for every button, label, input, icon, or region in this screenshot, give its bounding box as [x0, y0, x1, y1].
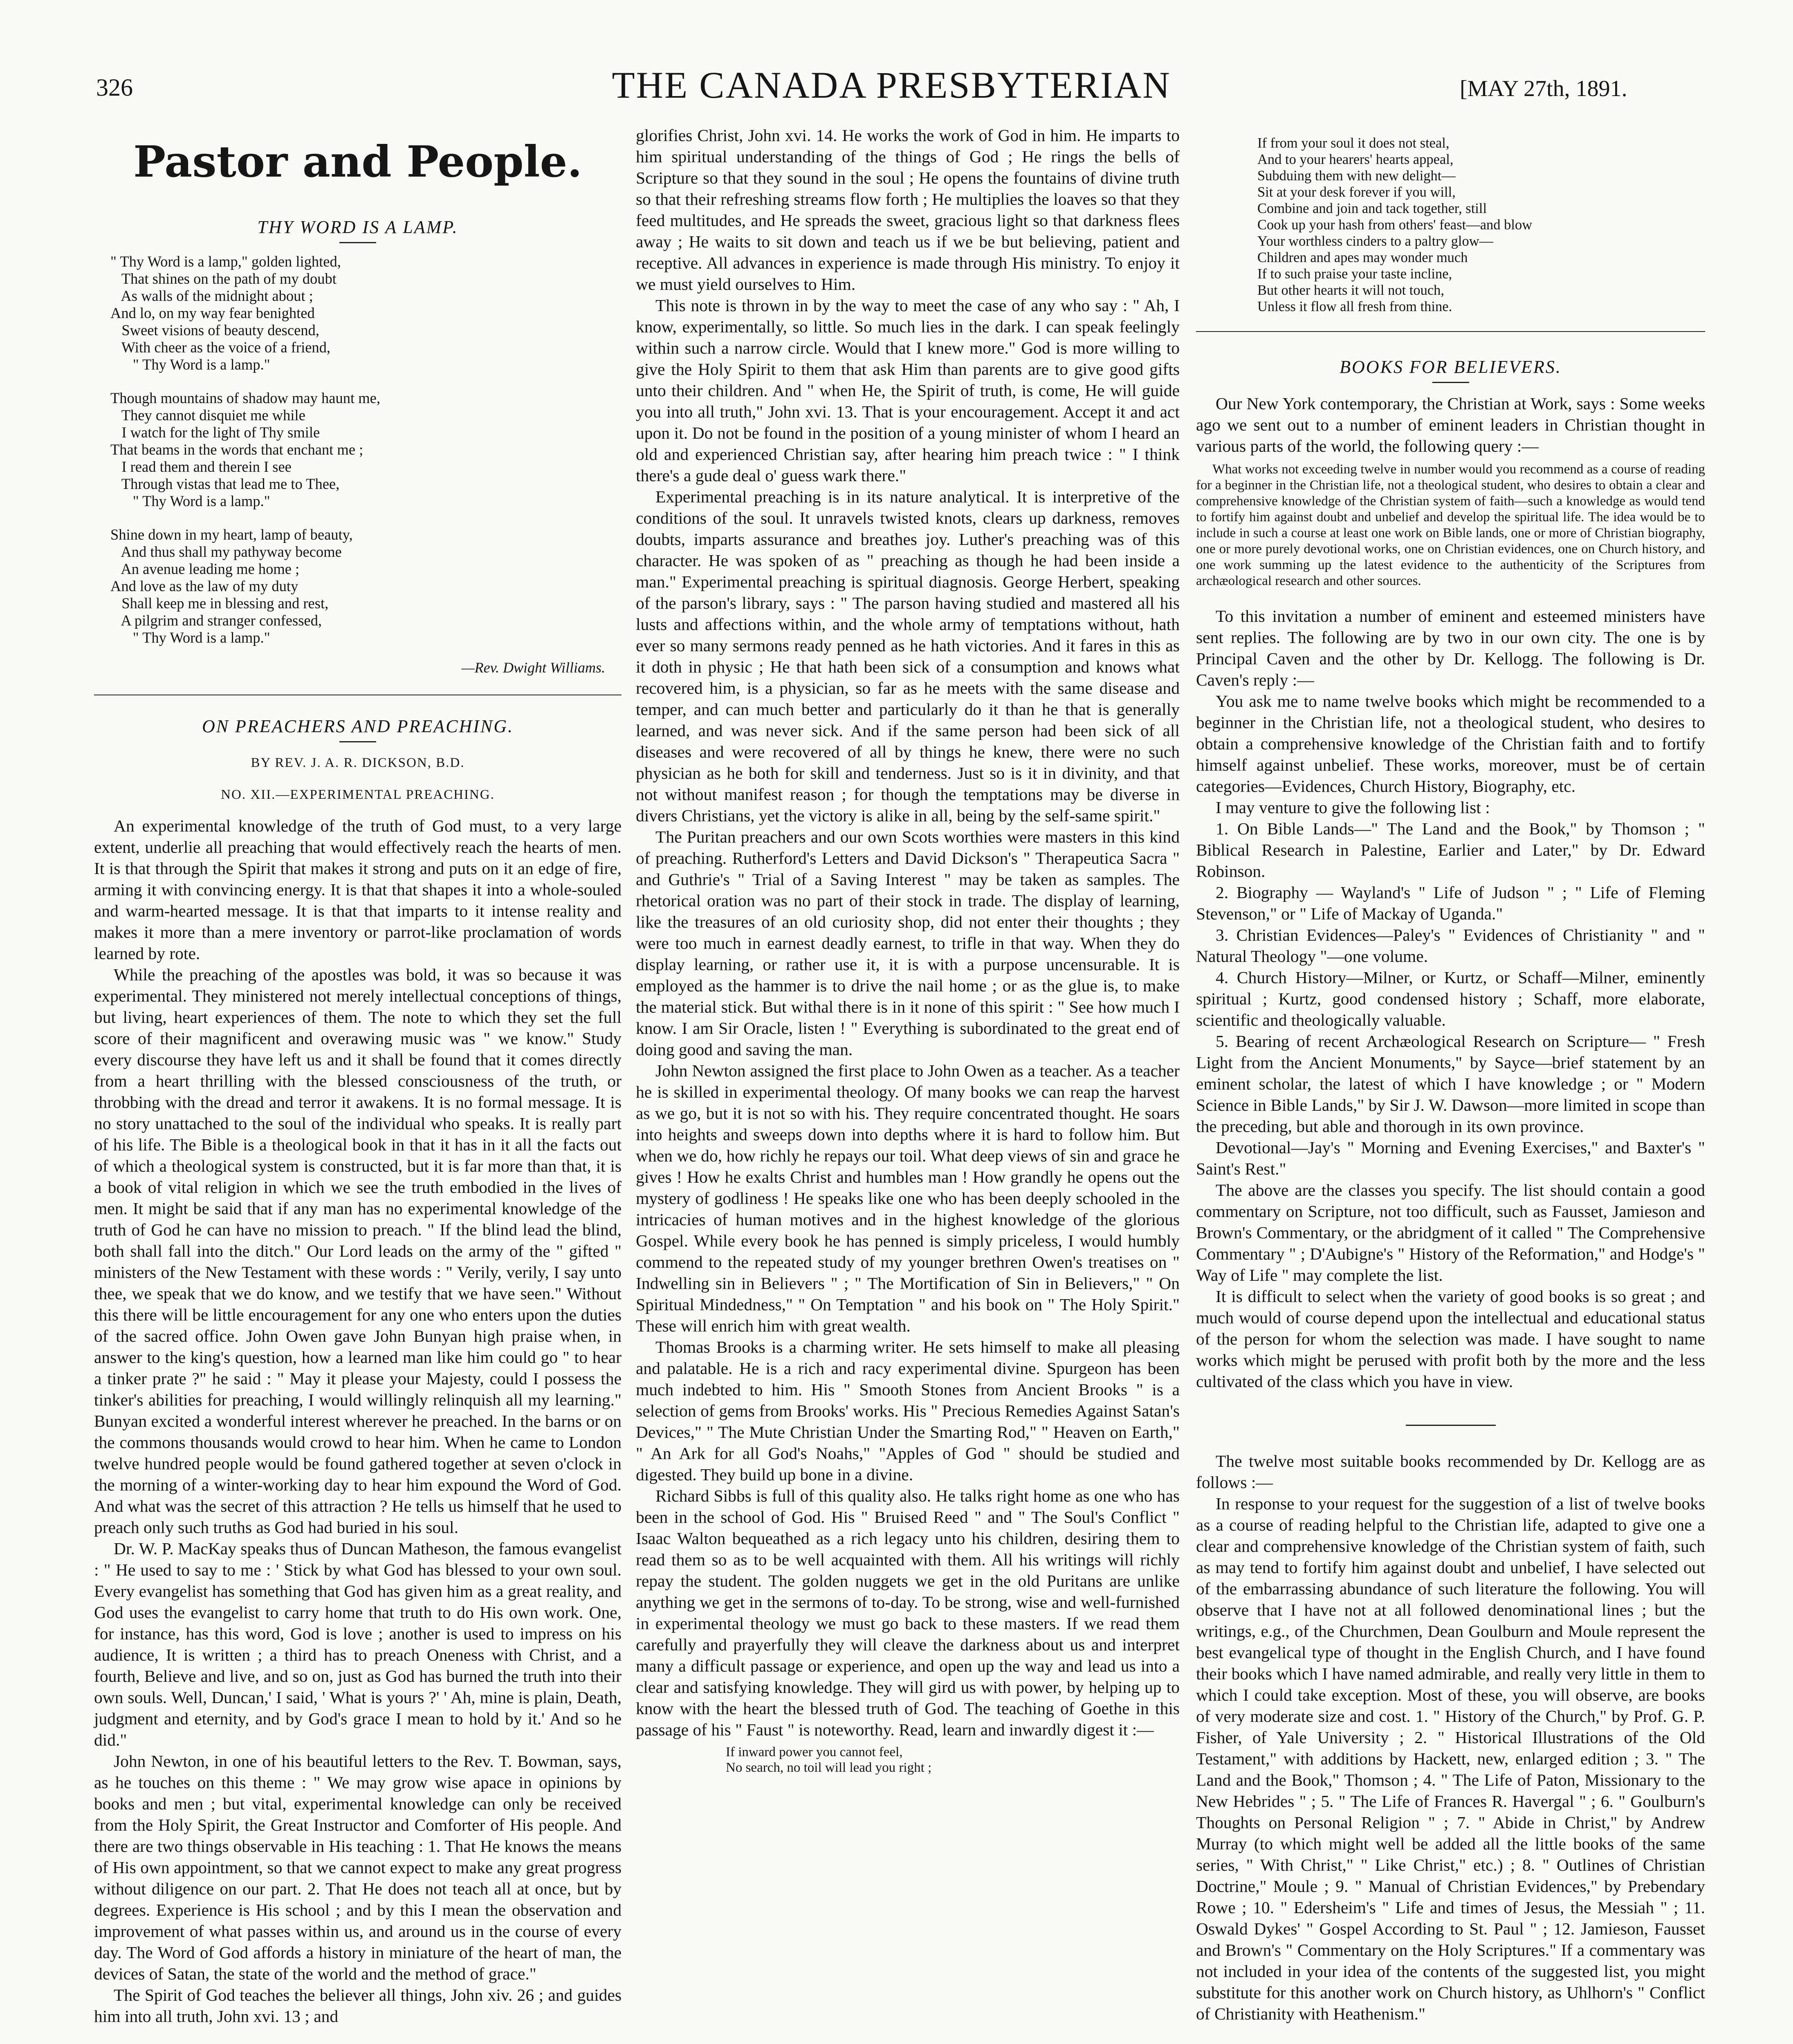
section-title: BOOKS FOR BELIEVERS. — [1340, 357, 1562, 377]
poem-line: A pilgrim and stranger confessed, — [110, 612, 322, 629]
article-subtitle: NO. XII.—EXPERIMENTAL PREACHING. — [221, 787, 495, 802]
article-paragraph: Richard Sibbs is full of this quality also. He talks right home as one who has been in the school of God. His " Bruised Reed " and " The Soul's Conflict " Isaac Walton bequeathed as a rich legacy unto his children, desiring them to read them so as to be well acquainted with them. All his writings will richly repay the student. The golden nuggets we get in the old Puritans are unlike anything we get in the sermons of to-day. To be strong, wise and well-furnished in experimental theology we must go back to these masters. If we read them carefully and prayerfully they will cleave the darkness about us and interpret many a difficult passage or experience, and open up the way and lead us into a clear and satisfying knowledge. They will gird us with power, by helping up to know with the heart the blessed truth of God. The teaching of Goethe in this passage of his " Faust " is noteworthy. Read, learn and inwardly digest it :— — [636, 1486, 1180, 1739]
article-byline: BY REV. J. A. R. DICKSON, B.D. — [251, 755, 465, 770]
article-paragraph: An experimental knowledge of the truth of God must, to a very large extent, underlie all preaching that would effectively reach the hearts of men. It is that through the Spirit that makes it strong and puts on it an edge of fire, arming it with convincing energy. It is that that shapes it into a whole-souled and warm-hearted message. It is that that imparts to it intense reality and makes it more than a mere inventory or parrot-like proclamation of words learned by rote. — [94, 816, 622, 963]
article-paragraph: The twelve most suitable books recommended by Dr. Kellogg are as follows :— — [1196, 1452, 1705, 1492]
poem-line: And love as the law of my duty — [110, 578, 298, 594]
column-2 — [636, 125, 1180, 1784]
list-item: 5. Bearing of recent Archæological Research on Scripture— " Fresh Light from the Ancient Monuments," by Sayce—brief statement by an eminent scholar, the latest of which I have knowledge ; or " Modern Science in Bible Lands," by Sir J. W. Dawson—more limited in scope than the preceding, but able and thorough in its own province. — [1196, 1032, 1705, 1136]
poem-line: " Thy Word is a lamp," golden lighted, — [110, 253, 341, 270]
divider — [1406, 1425, 1496, 1426]
verse-line: Combine and join and tack together, still — [1257, 201, 1487, 216]
poem-line: And thus shall my pathyway become — [110, 543, 342, 560]
poem-stanza — [110, 253, 622, 373]
poem-line: And lo, on my way fear benighted — [110, 305, 315, 321]
poem-line: As walls of the midnight about ; — [110, 287, 313, 304]
poem-line: With cheer as the voice of a friend, — [110, 339, 331, 356]
poem-line: Though mountains of shadow may haunt me, — [110, 390, 380, 406]
verse-line: Unless it flow all fresh from thine. — [1257, 299, 1452, 314]
article-title: ON PREACHERS AND PREACHING. — [202, 716, 514, 736]
page-number: 326 — [96, 74, 133, 101]
quoted-verse — [636, 1744, 1180, 1775]
quoted-verse-continued — [1196, 135, 1705, 315]
article-paragraph: The Puritan preachers and our own Scots worthies were masters in this kind of preaching. Rutherford's Letters and David Dickson's " Therapeutica Sacra " and Guthrie's " Trial of a Saving Interest " may be taken as samples. The rhetorical oration was no part of their stock in trade. The display of learning, like the treasures of an old curiosity shop, did not enter their thoughts ; they were too much in earnest deadly earnest, to trifle in that way. When they do display learning, or rather use it, it is with a purpose uncensurable. It is employed as the hammer is to drive the nail home ; or as the glue is, to make the material stick. But withal there is in it none of this spirit : " See how much I know. I am Sir Oracle, listen ! " Everything is subordinated to the great end of doing good and saving the man. — [636, 827, 1180, 1059]
poem-line: " Thy Word is a lamp." — [110, 629, 270, 646]
list-item: Devotional—Jay's " Morning and Evening Exercises," and Baxter's " Saint's Rest." — [1196, 1138, 1705, 1178]
verse-line: Subduing them with new delight— — [1257, 168, 1456, 184]
article-paragraph: To this invitation a number of eminent and esteemed ministers have sent replies. The following are by two in our own city. The one is by Principal Caven and the other by Dr. Kellogg. The following is Dr. Caven's reply :— — [1196, 607, 1705, 689]
verse-line: Cook up your hash from others' feast—and blow — [1257, 217, 1533, 233]
article-paragraph: Thomas Brooks is a charming writer. He sets himself to make all pleasing and palatable. He is a rich and racy experimental divine. Spurgeon has been much indebted to him. His " Smooth Stones from Ancient Brooks " is a selection of gems from Brooks' works. His " Precious Remedies Against Satan's Devices," " The Mute Christian Under the Smarting Rod," " Heaven on Earth," " An Ark for all God's Noahs," "Apples of God " should be studied and digested. They build up bone in a divine. — [636, 1338, 1180, 1484]
article-paragraph: Our New York contemporary, the Christian at Work, says : Some weeks ago we sent out to a number of eminent leaders in Christian thought in various parts of the world, the following query :— — [1196, 394, 1705, 455]
divider — [1196, 331, 1705, 332]
poem-line: An avenue leading me home ; — [110, 560, 300, 577]
column-1 — [94, 127, 622, 2027]
poem-stanza — [110, 526, 622, 646]
list-item: 4. Church History—Milner, or Kurtz, or Schaff—Milner, eminently spiritual ; Kurtz, good condensed history ; Schaff, more elaborate, scientific and theologically valuable. — [1196, 968, 1705, 1029]
verse-line: No search, no toil will lead you right ; — [726, 1760, 932, 1775]
query-text: What works not exceeding twelve in number would you recommend as a course of reading for a beginner in the Christian life, not a theological student, who desires to obtain a clear and comprehensive knowledge of the Christian system of faith—such a knowledge as would tend to fortify him against doubt and unbelief and develop the spiritual life. The idea would be to include in such a course at least one work on Bible lands, one or more of Christian biography, one or more purely devotional works, one on Christian evidences, one on Church history, and one work summing up the latest evidence to the authenticity of the Scriptures from archæological research and other sources. — [1196, 462, 1705, 588]
list-item: 1. On Bible Lands—" The Land and the Book," by Thomson ; " Biblical Research in Palestine, Earlier and Later," by Dr. Edward Robinson. — [1196, 819, 1705, 881]
page-header — [0, 0, 1793, 123]
verse-line: If to such praise your taste incline, — [1257, 266, 1452, 282]
poem — [94, 253, 622, 646]
poem-line: " Thy Word is a lamp." — [110, 356, 270, 373]
article-paragraph: You ask me to name twelve books which might be recommended to a beginner in the Christian life, not a theological student, who desires to obtain a comprehensive knowledge of the Christian faith and to fortify himself against unbelief. These works, moreover, must be of certain categories—Evidences, Church History, Biography, etc. — [1196, 692, 1705, 796]
verse-line: And to your hearers' hearts appeal, — [1257, 152, 1454, 167]
verse-line: If from your soul it does not steal, — [1257, 135, 1450, 151]
divider — [339, 741, 376, 742]
verse-line: But other hearts it will not touch, — [1257, 282, 1445, 298]
poem-line: They cannot disquiet me while — [110, 407, 305, 424]
article-paragraph: The above are the classes you specify. The list should contain a good commentary on Scripture, not too difficult, such as Fausset, Jamieson and Brown's Commentary, or the abridgment of it called " The Comprehensive Commentary " ; D'Aubigne's " History of the Reformation," and Hodge's " Way of Life " may complete the list. — [1196, 1181, 1705, 1284]
poem-stanza — [110, 390, 622, 510]
article-paragraph: Experimental preaching is in its nature analytical. It is interpretive of the conditions of the soul. It unravels twisted knots, clears up darkness, removes doubts, imparts assurance and breathes joy. Luther's preaching was of this character. He was spoken of as " preaching as though he had been inside a man." Experimental preaching is spiritual diagnosis. George Herbert, speaking of the parson's library, says : " The parson having studied and mastered all his lusts and affections within, and the whole army of temptations without, hath ever so many sermons ready penned as he hath victories. And it fares in this as it doth in physic ; He that hath been sick of a consumption and knows what recovered him, is a physician, so far as he meets with the same disease and temper, and can much better and particularly do it than he that is generally learned, and was never sick. And if the same person had been sick of all diseases and were recovered of all by things he knew, there were no such physician as he both for skill and tenderness. Just so is it in divinity, and that not without manifest reason ; for though the temptations may be diverse in divers Christians, yet the victory is alike in all, being by the self-same spirit." — [636, 487, 1180, 825]
poem-line: Through vistas that lead me to Thee, — [110, 475, 340, 492]
article-paragraph: glorifies Christ, John xvi. 14. He works the work of God in him. He imparts to him spiritual understanding of the things of God ; He rings the bells of Scripture so that they sound in the soul ; He opens the fountains of divine truth so that their refreshing streams flow forth ; He multiplies the loaves so that they feed multitudes, and He spreads the sweet, gracious light so that darkness flees away ; He waits to sit down and teach us if we be but believing, patient and receptive. All advances in experience is made through His ministry. To enjoy it we must yield ourselves to Him. — [636, 126, 1180, 294]
section-masthead: Pastor and People. — [133, 136, 582, 187]
verse-line: Sit at your desk forever if you will, — [1257, 184, 1456, 200]
article-paragraph: While the preaching of the apostles was bold, it was so because it was experimental. They ministered not merely intellectual conceptions of things, but living, heart experiences of them. The note to which they set the full score of their magnificent and overawing music was " we know." Study every discourse they have left us and it shall be found that it comes directly from a heart thrilling with the blessed consciousness of the truth, or throbbing with the dread and terror it awakens. It is no formal message. It is no story unattached to the soul of the individual who speaks. It is really part of his life. The Bible is a theological book in that it has in it all the facts out of which a theological system is constructed, but it is far more than that, it is a book of vital religion in which we see the truth embodied in the lives of men. It might be said that if any man has no experimental knowledge of the truth of God he can have no mission to preach. " If the blind lead the blind, both shall fall into the ditch." Our Lord leads on the army of the " gifted " ministers of the New Testament with these words : " Verily, verily, I say unto thee, we speak that we do know, and we testify that we have seen." Without this there will be little encouragement for any one who enters upon the duties of the sacred office. John Owen gave John Bunyan high praise when, in answer to the king's question, how a learned man like him could go " to hear a tinker prate ?" he said : " May it please your Majesty, could I possess the tinker's abilities for preaching, I would willingly relinquish all my learning." Bunyan excited a wonderful interest wherever he preached. In the barns or on the commons thousands would crowd to hear him. When he came to London twelve hundred people would be found gathered together at seven o'clock in the morning of a winter-working day to hear him expound the Word of God. And what was the secret of this attraction ? He tells us himself that he used to preach only such truths as God had buried in his soul. — [94, 965, 622, 1537]
newspaper-title: THE CANADA PRESBYTERIAN — [612, 64, 1171, 106]
divider — [1432, 382, 1469, 383]
issue-date: [MAY 27th, 1891. — [1460, 76, 1627, 101]
list-item: 2. Biography — Wayland's " Life of Judson " ; " Life of Fleming Stevenson," or " Life of Mackay of Uganda." — [1196, 883, 1705, 923]
article-paragraph: In response to your request for the suggestion of a list of twelve books as a course of reading helpful to the Christian life, adapted to give one a clear and comprehensive knowledge of the Christian system of faith, such as may tend to fortify him against doubt and unbelief, I have selected out of the embarrassing abundance of such literature the following. You will observe that I have not at all followed denominational lines ; but the writings, e.g., of the Churchmen, Dean Goulburn and Moule represent the best evangelical type of thought in the English Church, and I have found their books which I have named admirable, and really very little in them to which I could take exception. Most of these, you will observe, are books of very moderate size and cost. 1. " History of the Church," by Prof. G. P. Fisher, of Yale University ; 2. " Historical Illustrations of the Old Testament," with additions by Hackett, new, enlarged edition ; 3. " The Land and the Book," Thomson ; 4. " The Life of Paton, Missionary to the New Hebrides " ; 5. " The Life of Frances R. Havergal " ; 6. " Goulburn's Thoughts on Personal Religion " ; 7. " Abide in Christ," by Andrew Murray (to which might well be added all the little books of the same series, " With Christ," " Like Christ," etc.) ; 8. " Outlines of Christian Doctrine," Moule ; 9. " Manual of Christian Evidences," by Prebendary Rowe ; 10. " Edersheim's " Life and times of Jesus, the Messiah " ; 11. Oswald Dykes' " Gospel According to St. Paul " ; 12. Jamieson, Fausset and Brown's " Commentary on the Holy Scriptures." If a commentary was not included in your idea of the contents of the suggested list, you might substitute for this another work on Church history, as Uhlhorn's " Conflict of Christianity with Heathenism." — [1196, 1494, 1705, 2023]
poem-line: That shines on the path of my doubt — [110, 270, 337, 287]
verse-line: Your worthless cinders to a paltry glow— — [1257, 233, 1494, 249]
quoted-query — [1196, 462, 1705, 589]
verse-line: Children and apes may wonder much — [1257, 250, 1468, 265]
article-paragraph: It is difficult to select when the variety of good books is so great ; and much would of course depend upon the intellectual and educational status of the person for whom the selection was made. I have sought to name works which might be perused with profit both by the more and the less cultivated of the class which you have in view. — [1196, 1287, 1705, 1391]
verse-line: If inward power you cannot feel, — [726, 1745, 903, 1759]
poem-title: THY WORD IS A LAMP. — [257, 217, 458, 237]
article-paragraph: Dr. W. P. MacKay speaks thus of Duncan Matheson, the famous evangelist : " He used to say to me : ' Stick by what God has blessed to your own soul. Every evangelist has something that God has given him as a great reality, and God uses the evangelist to carry home that truth to do His own work. One, for instance, has this word, God is love ; another is used to impress on his audience, It is written ; a third has to preach Oneness with Christ, and a fourth, Believe and live, and so on, just as God has burned the truth into their own souls. Well, Duncan,' I said, ' What is yours ?' ' Ah, mine is plain, Death, judgment and eternity, and by God's grace I mean to hold by it.' And so he did." — [94, 1539, 622, 1749]
poem-line: Shine down in my heart, lamp of beauty, — [110, 526, 353, 543]
article-paragraph: John Newton, in one of his beautiful letters to the Rev. T. Bowman, says, as he touches on this theme : " We may grow wise apace in opinions by books and men ; but vital, experimental knowledge can only be received from the Holy Spirit, the Great Instructor and Comforter of His people. And there are two things observable in His teaching : 1. That He knows the means of His own appointment, so that we cannot expect to make any great progress without diligence on our part. 2. That He does not teach all at once, but by degrees. Experience is His school ; and by this I mean the observation and improvement of what passes within us, and around us in the course of every day. The Word of God affords a history in miniature of the heart of man, the devices of Satan, the state of the world and the method of grace." — [94, 1752, 622, 1983]
poem-line: I watch for the light of Thy smile — [110, 424, 320, 441]
poem-line: " Thy Word is a lamp." — [110, 493, 270, 509]
poem-line: Shall keep me in blessing and rest, — [110, 595, 329, 612]
list-item: 3. Christian Evidences—Paley's " Evidences of Christianity " and " Natural Theology "—one volume. — [1196, 926, 1705, 966]
article-paragraph: I may venture to give the following list : — [1216, 798, 1490, 817]
poem-line: Sweet visions of beauty descend, — [110, 322, 319, 338]
poem-line: That beams in the words that enchant me ; — [110, 441, 364, 458]
poem-attribution: —Rev. Dwight Williams. — [461, 659, 605, 676]
article-paragraph: This note is thrown in by the way to meet the case of any who say : " Ah, I know, experimentally, so little. So much lies in the dark. I can speak feelingly within such a narrow circle. Would that I knew more." God is more willing to give the Holy Spirit to them that ask Him than parents are to give good gifts unto their children. And " when He, the Spirit of truth, is come, He will guide you into all truth," John xvi. 13. That is your encouragement. Accept it and act upon it. Do not be found in the position of a young minister of whom I heard an old and experienced Christian say, after hearing him preach twice : " I think there's a gude deal o' guess wark there." — [636, 296, 1180, 485]
article-paragraph: John Newton assigned the first place to John Owen as a teacher. As a teacher he is skilled in experimental theology. Of many books we can reap the harvest as we go, but it is not so with his. They require concentrated thought. He soars into heights and sweeps down into depths where it is hard to follow him. But when we do, how richly he repays our toil. What deep views of sin and grace he gives ! How he exalts Christ and humbles man ! How grandly he opens out the mystery of godliness ! He speaks like one who has been deeply schooled in the intricacies of human motives and in the highest knowledge of the glorious Gospel. While every book he has penned is simply priceless, I would humbly commend to the repeated study of my younger brethren Owen's treatises on " Indwelling sin in Believers " ; " The Mortification of Sin in Believers," " On Spiritual Mindedness," " On Temptation " and his book on " The Holy Spirit." These will enrich him with great wealth. — [636, 1061, 1180, 1335]
divider — [339, 242, 376, 243]
column-3 — [1196, 135, 1705, 2024]
poem-line: I read them and therein I see — [110, 458, 292, 475]
article-paragraph: The Spirit of God teaches the believer all things, John xiv. 26 ; and guides him into all truth, John xvi. 13 ; and — [94, 1986, 622, 2026]
